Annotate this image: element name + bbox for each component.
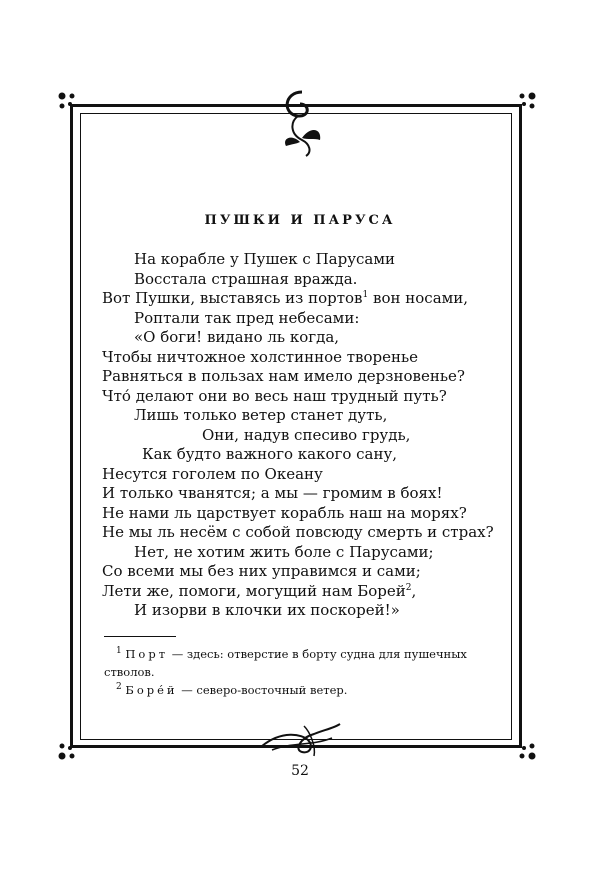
corner-ornament-icon	[506, 90, 538, 122]
poem-line: Они, надув спесиво грудь,	[202, 425, 411, 444]
poem-line: На корабле у Пушек с Парусами	[134, 250, 396, 268]
poem-line: Со всеми мы без них управимся и сами;	[102, 562, 421, 580]
poem-line: Восстала страшная вражда.	[134, 269, 358, 288]
footnote-ref[interactable]: 2	[405, 582, 412, 593]
poem-line: Несутся гоголем по Океану	[102, 464, 323, 483]
corner-ornament-icon	[56, 90, 88, 122]
poem-line: Нет, не хотим жить боле с Парусами;	[134, 542, 434, 561]
bottom-flourish-icon	[252, 716, 348, 760]
poem-line: Вот Пушки, выставясь из портов$^1$ вон носами,	[102, 289, 469, 307]
footnote-divider	[104, 636, 176, 637]
poem-line: Что́ делают они во весь наш трудный путь?	[102, 386, 447, 405]
footnote-1: $^1$ Порт — здесь: отверстие в борту судна для пушечных	[116, 646, 467, 661]
poem-line: Как будто важного какого сану,	[142, 445, 398, 463]
poem-line: Не мы ль несём с собой повсюду смерть и страх?	[102, 523, 494, 541]
poem-line: И только чванятся; а мы — громим в боях!	[102, 484, 443, 502]
footnote-term: Боре́й	[125, 683, 178, 697]
poem-body	[102, 250, 522, 621]
poem-line: «О боги! видано ль когда,	[134, 328, 340, 346]
poem-line: Не нами ль царствует корабль наш на морях?	[102, 503, 467, 522]
poem-line: Лети же, помоги, могущий нам Борей$^2$,	[102, 581, 417, 600]
poem-line: Равняться в пользах нам имело дерзновенье?	[102, 367, 465, 385]
footnote-1-continuation: стволов.	[104, 665, 155, 679]
page-number: 52	[291, 763, 309, 779]
footnote-2: $^2$ Боре́й — северо-восточный ветер.	[116, 682, 348, 697]
poem-line: Роптали так пред небесами:	[134, 308, 360, 327]
footnote-ref[interactable]: 1	[362, 290, 369, 300]
poem-line: Лишь только ветер станет дуть,	[134, 406, 388, 424]
poem-line: Чтобы ничтожное холстинное творенье	[102, 347, 419, 366]
corner-ornament-icon	[506, 730, 538, 762]
corner-ornament-icon	[56, 730, 88, 762]
poem-title: ПУШКИ И ПАРУСА	[204, 213, 396, 228]
footnotes	[104, 645, 506, 699]
top-flourish-icon	[272, 84, 328, 158]
footnote-term: Порт	[125, 647, 169, 661]
poem-line: И изорви в клочки их поскорей!»	[134, 601, 400, 619]
